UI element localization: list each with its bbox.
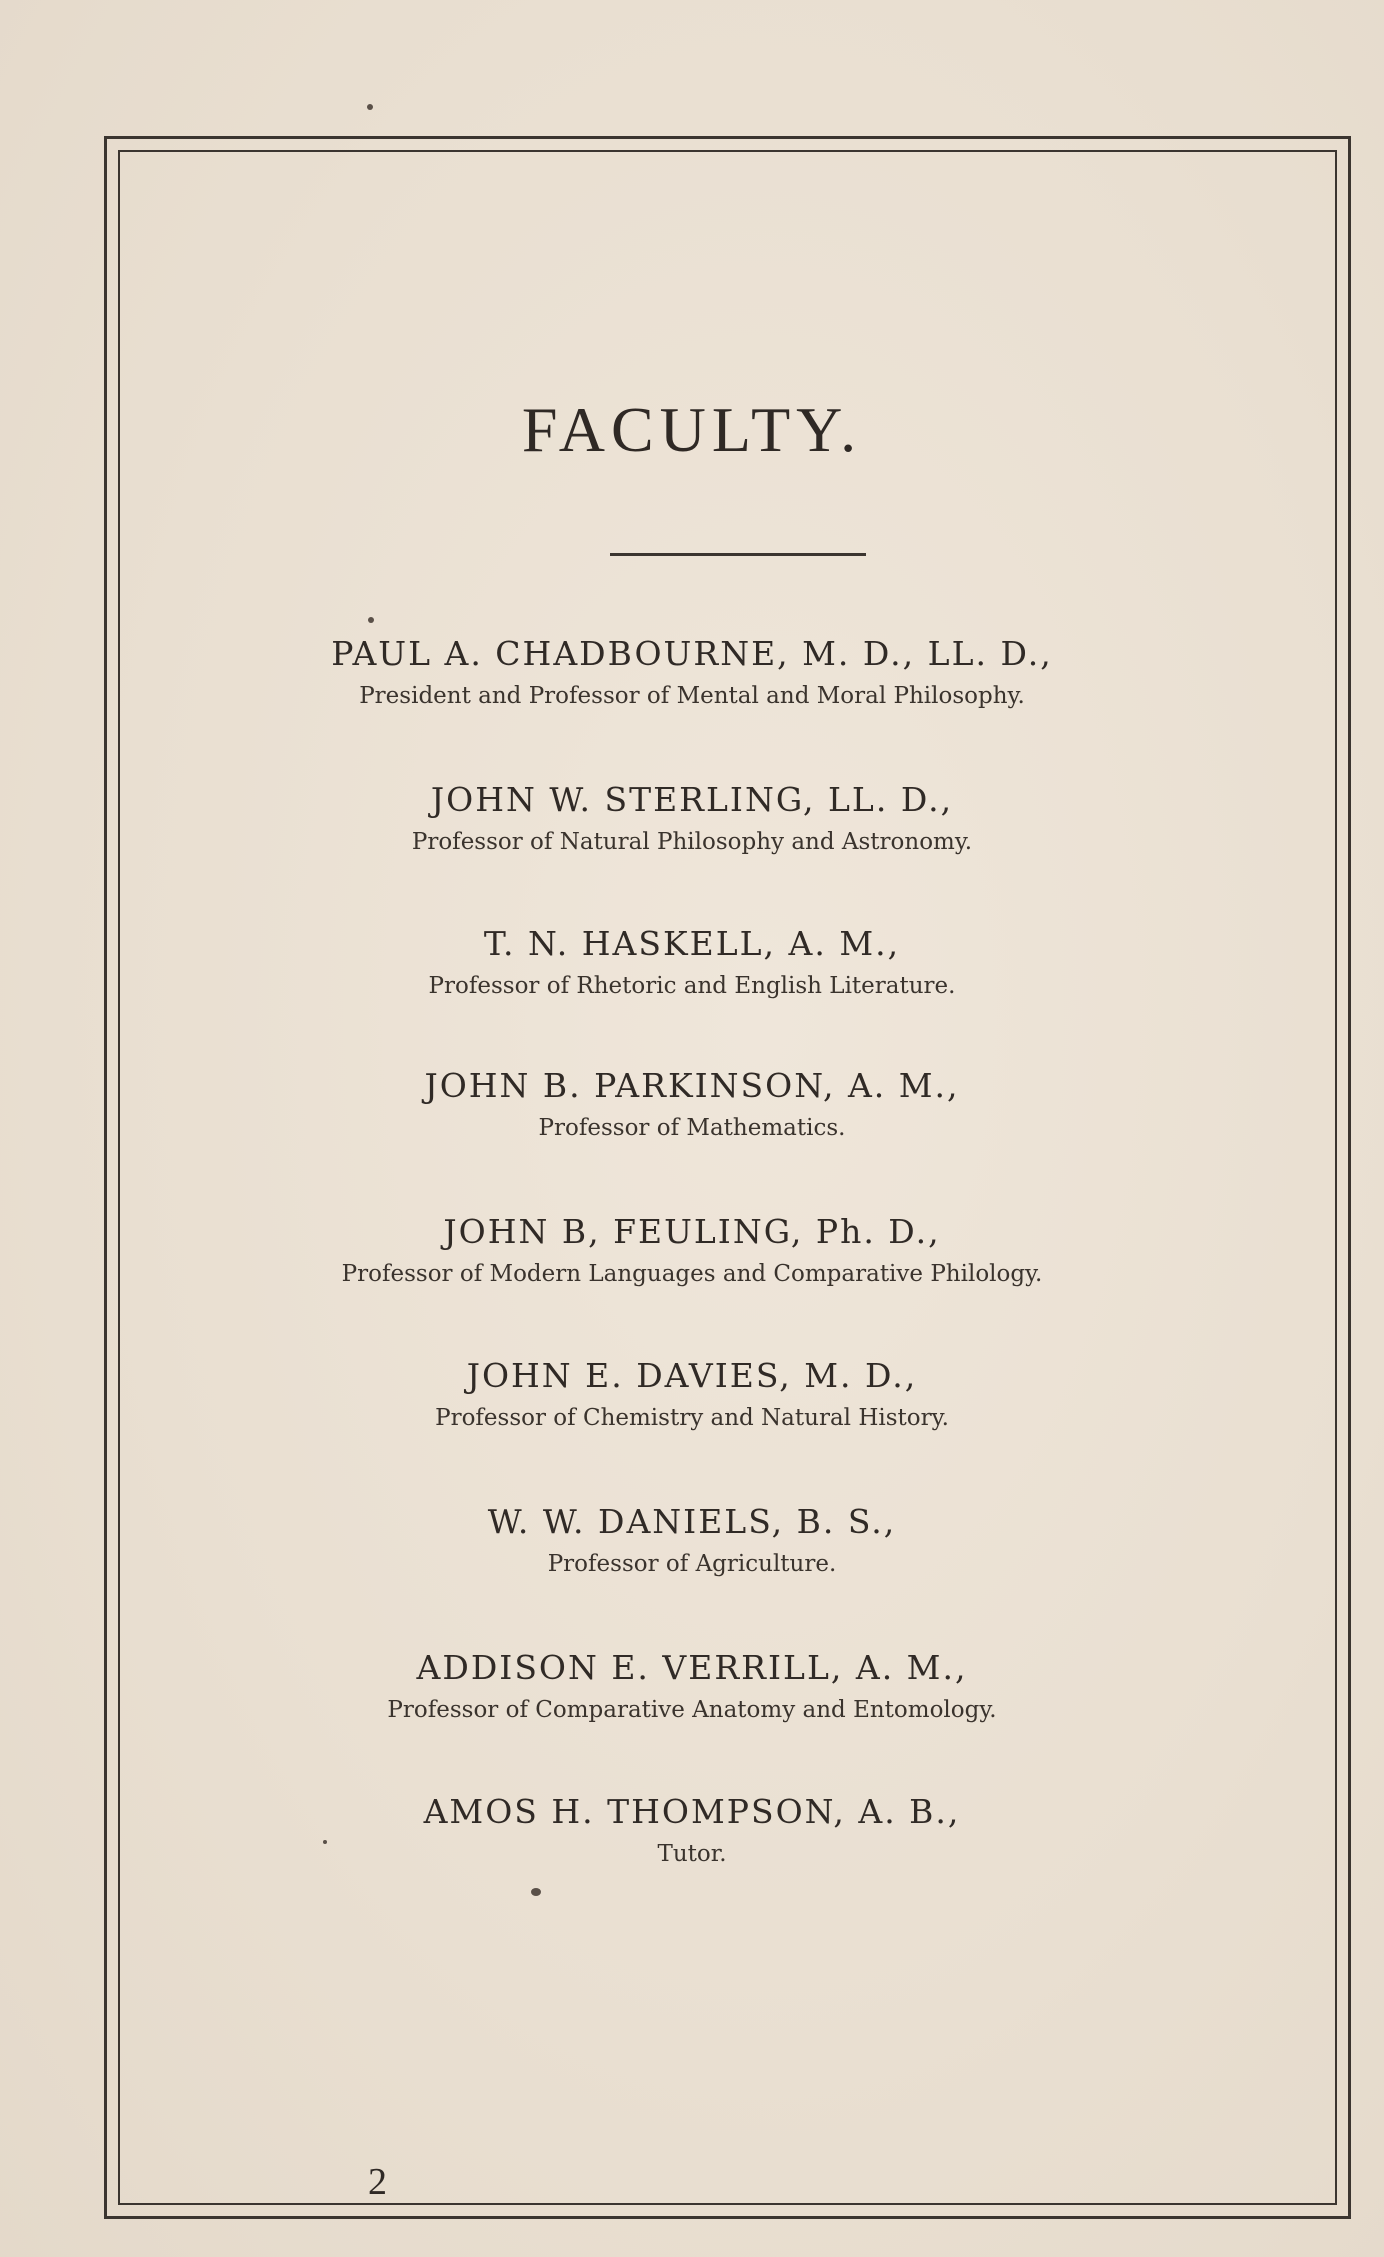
faculty-entry	[0, 1648, 1384, 1726]
faculty-entry	[0, 1502, 1384, 1580]
faculty-name: JOHN B, FEULING, Ph. D.,	[443, 1212, 941, 1251]
faculty-entry	[0, 1792, 1384, 1870]
faculty-name: W. W. DANIELS, B. S.,	[487, 1502, 897, 1541]
page-number: 2	[368, 2161, 387, 2203]
paper-speck	[368, 617, 374, 623]
title-rule	[610, 553, 866, 556]
paper-speck	[367, 104, 373, 110]
faculty-entry	[0, 634, 1384, 712]
faculty-position: Professor of Comparative Anatomy and Entomology.	[387, 1697, 997, 1723]
faculty-name: AMOS H. THOMPSON, A. B.,	[423, 1792, 961, 1831]
faculty-position: Professor of Agriculture.	[547, 1551, 837, 1577]
faculty-name: JOHN E. DAVIES, M. D.,	[466, 1356, 918, 1395]
faculty-name: PAUL A. CHADBOURNE, M. D., LL. D.,	[331, 634, 1053, 673]
faculty-position: Professor of Modern Languages and Comparative Philology.	[341, 1261, 1043, 1287]
paper-speck	[531, 1888, 541, 1896]
page-title: FACULTY.	[521, 394, 863, 465]
faculty-entry	[0, 1356, 1384, 1434]
faculty-entry	[0, 780, 1384, 858]
faculty-entry	[0, 1212, 1384, 1290]
faculty-position: Professor of Mathematics.	[538, 1115, 846, 1141]
faculty-position: Professor of Rhetoric and English Literature.	[428, 973, 956, 999]
faculty-position: Professor of Chemistry and Natural History.	[435, 1405, 949, 1431]
faculty-position: Professor of Natural Philosophy and Astronomy.	[411, 829, 973, 855]
faculty-name: T. N. HASKELL, A. M.,	[483, 924, 901, 963]
faculty-name: ADDISON E. VERRILL, A. M.,	[416, 1648, 968, 1687]
faculty-position: Tutor.	[657, 1841, 727, 1867]
faculty-entry	[0, 1066, 1384, 1144]
faculty-name: JOHN B. PARKINSON, A. M.,	[424, 1066, 960, 1105]
faculty-position: President and Professor of Mental and Moral Philosophy.	[359, 683, 1025, 709]
faculty-name: JOHN W. STERLING, LL. D.,	[430, 780, 954, 819]
faculty-entry	[0, 924, 1384, 1002]
